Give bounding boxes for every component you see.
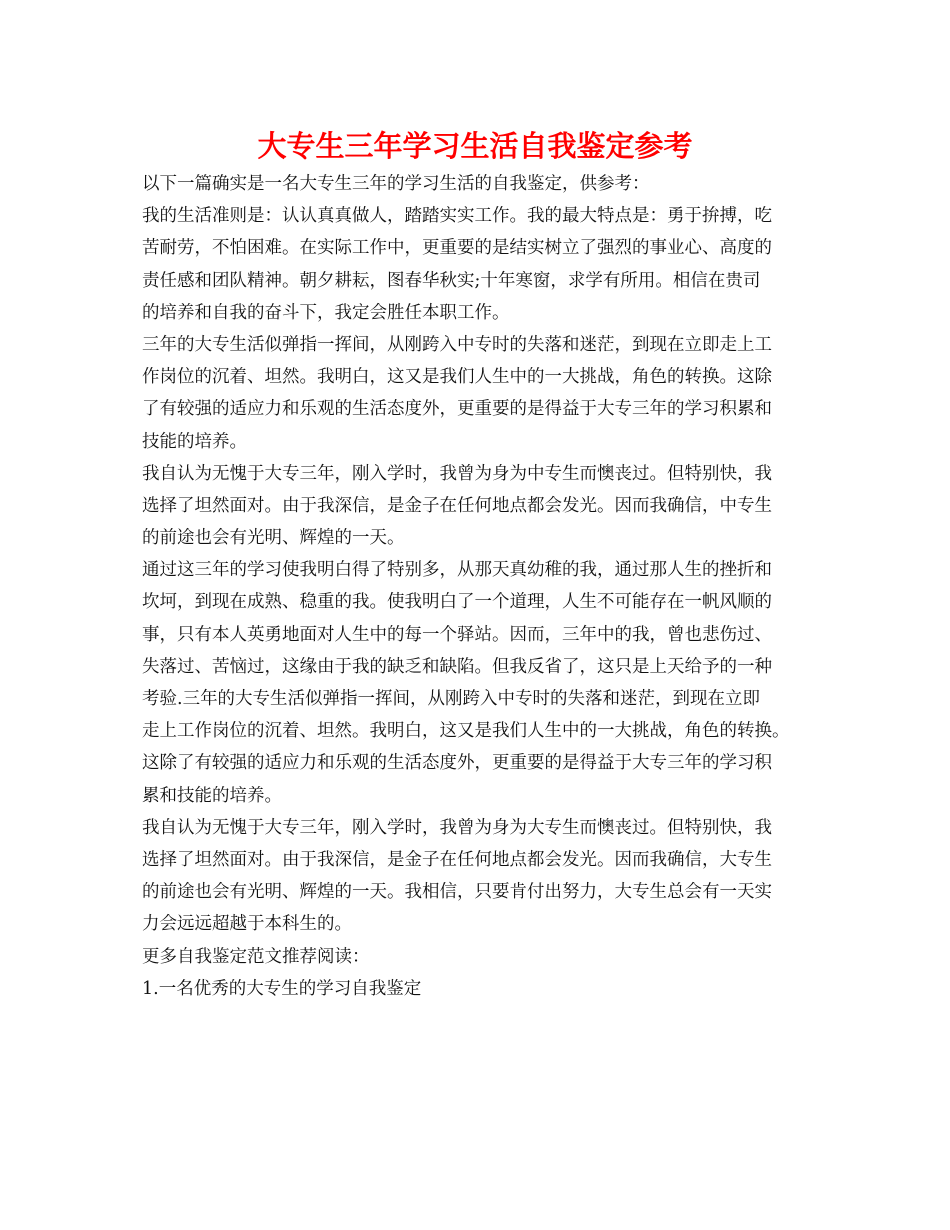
text-line: 的前途也会有光明、辉煌的一天。我相信，只要肯付出努力，大专生总会有一天实 (142, 882, 772, 903)
document-body (142, 168, 814, 1005)
text-line: 苦耐劳，不怕困难。在实际工作中，更重要的是结实树立了强烈的事业心、高度的 (142, 238, 772, 259)
text-line: 责任感和团队精神。朝夕耕耘，图春华秋实;十年寒窗，求学有所用。相信在贵司 (142, 270, 761, 291)
text-line: 通过这三年的学习使我明白得了特别多，从那天真幼稚的我，通过那人生的挫折和 (142, 560, 772, 581)
text-line: 的培养和自我的奋斗下，我定会胜任本职工作。 (142, 302, 510, 323)
text-line: 选择了坦然面对。由于我深信，是金子在任何地点都会发光。因而我确信，大专生 (142, 849, 772, 870)
text-line: 考验.三年的大专生活似弹指一挥间，从刚跨入中专时的失落和迷茫，到现在立即 (142, 689, 761, 709)
text-line: 力会远远超越于本科生的。 (142, 914, 352, 935)
text-line: 了有较强的适应力和乐观的生活态度外，更重要的是得益于大专三年的学习积累和 (142, 399, 772, 420)
text-line: 坎坷，到现在成熟、稳重的我。使我明白了一个道理，人生不可能存在一帆风顺的 (142, 592, 772, 613)
text-line: 这除了有较强的适应力和乐观的生活态度外，更重要的是得益于大专三年的学习积 (142, 753, 772, 774)
text-line: 我自认为无愧于大专三年，刚入学时，我曾为身为中专生而懊丧过。但特别快，我 (142, 463, 772, 484)
text-line: 我自认为无愧于大专三年，刚入学时，我曾为身为大专生而懊丧过。但特别快，我 (142, 817, 772, 838)
document-title: 大专生三年学习生活自我鉴定参考 (257, 129, 693, 163)
text-line: 失落过、苦恼过，这缘由于我的缺乏和缺陷。但我反省了，这只是上天给予的一种 (142, 656, 772, 677)
text-line: 1.一名优秀的大专生的学习自我鉴定 (142, 978, 422, 999)
text-line: 技能的培养。 (142, 431, 247, 452)
text-line: 走上工作岗位的沉着、坦然。我明白，这又是我们人生中的一大挑战，角色的转换。 (142, 721, 790, 742)
text-line: 以下一篇确实是一名大专生三年的学习生活的自我鉴定，供参考： (142, 174, 650, 194)
text-line: 三年的大专生活似弹指一挥间，从刚跨入中专时的失落和迷茫，到现在立即走上工 (142, 334, 772, 355)
text-line: 我的生活准则是：认认真真做人，踏踏实实工作。我的最大特点是：勇于拚搏，吃 (142, 206, 772, 227)
text-line: 事，只有本人英勇地面对人生中的每一个驿站。因而，三年中的我，曾也悲伤过、 (142, 624, 772, 645)
text-line: 累和技能的培养。 (142, 785, 282, 806)
text-line: 作岗位的沉着、坦然。我明白，这又是我们人生中的一大挑战，角色的转换。这除 (142, 367, 772, 388)
text-line: 更多自我鉴定范文推荐阅读： (142, 946, 370, 967)
text-line: 的前途也会有光明、辉煌的一天。 (142, 528, 405, 549)
text-line: 选择了坦然面对。由于我深信，是金子在任何地点都会发光。因而我确信，中专生 (142, 495, 772, 516)
